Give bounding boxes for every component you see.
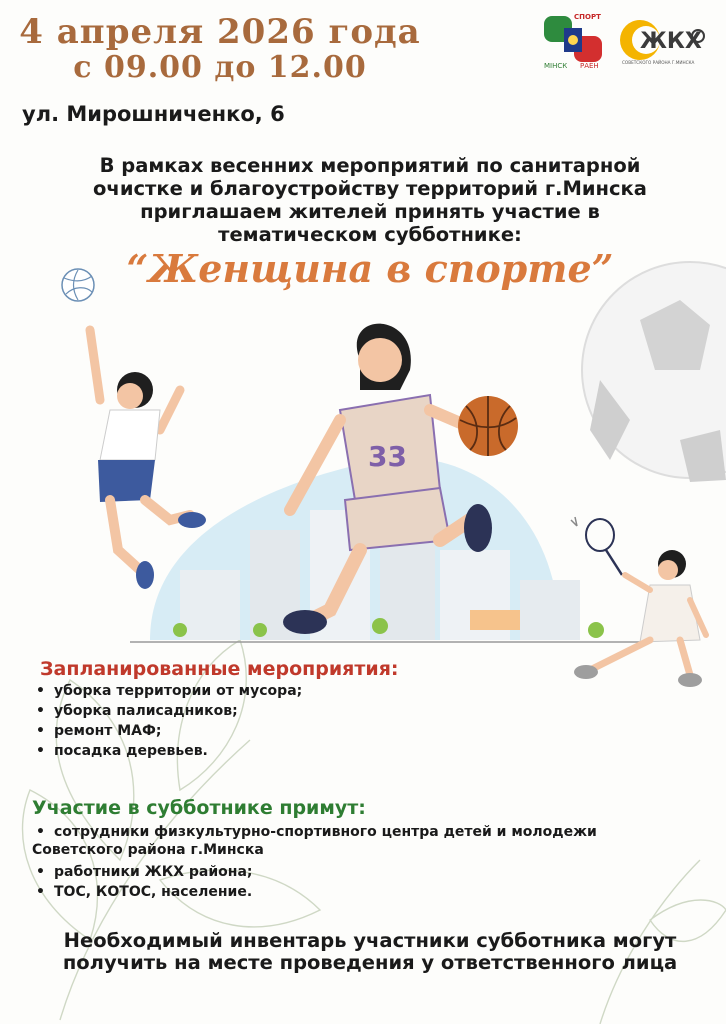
intro-line-3: приглашаем жителей принять участие в xyxy=(140,200,600,223)
inventory-note xyxy=(40,930,700,974)
event-address: ул. Мирошниченко, 6 xyxy=(22,102,285,126)
list-item: • уборка территории от мусора; xyxy=(36,683,303,699)
bullet-icon: • xyxy=(36,743,45,759)
event-time: с 09.00 до 12.00 xyxy=(73,50,367,85)
event-theme-title: “Женщина в спорте” xyxy=(126,246,614,291)
list-item: • ТОС, КОТОС, население. xyxy=(36,884,253,900)
participants-list xyxy=(36,822,597,842)
logo-text-rayon: РАЁН xyxy=(580,62,599,70)
sovetsky-rayon-logo xyxy=(542,10,604,70)
participants-list-continued xyxy=(36,862,253,902)
logo-text-minsk: МІНСК xyxy=(544,62,568,70)
participants-item-continuation: Советского района г.Минска xyxy=(32,842,264,858)
basketball-icon xyxy=(458,396,518,456)
intro-line-4: тематическом субботнике: xyxy=(218,223,522,246)
bullet-icon: • xyxy=(36,723,45,739)
participants-title: Участие в субботнике примут: xyxy=(32,797,366,819)
zhkh-logo xyxy=(618,16,710,66)
intro-line-1: В рамках весенних мероприятий по санитарной xyxy=(99,154,641,177)
bullet-icon: • xyxy=(36,703,45,719)
intro-line-2: очистке и благоустройству территорий г.Минска xyxy=(93,177,647,200)
logo-text-sport: СПОРТ xyxy=(574,13,601,21)
sports-illustration xyxy=(0,230,726,700)
bullet-icon: • xyxy=(36,824,45,840)
badminton-player xyxy=(571,517,706,687)
volleyball-icon xyxy=(62,269,94,301)
logo-subtitle: СОВЕТСКОГО РАЙОНА Г.МИНСКА xyxy=(622,60,695,65)
inventory-note-line-2: получить на месте проведения у ответственного лица xyxy=(62,951,678,974)
list-item: • сотрудники физкультурно-спортивного центра детей и молодежи xyxy=(36,824,597,840)
list-item: • ремонт МАФ; xyxy=(36,723,162,739)
planned-activities-list xyxy=(36,681,302,761)
logo-text-zhkh: ЖКХ xyxy=(640,29,702,54)
list-item: • работники ЖКХ района; xyxy=(36,864,253,880)
list-item: • посадка деревьев. xyxy=(36,743,208,759)
bullet-icon: • xyxy=(36,864,45,880)
jersey-number: 33 xyxy=(368,440,407,473)
list-item: • уборка палисадников; xyxy=(36,703,238,719)
planned-activities-title: Запланированные мероприятия: xyxy=(40,658,399,680)
bullet-icon: • xyxy=(36,683,45,699)
soccer-ball-icon xyxy=(582,262,726,482)
inventory-note-line-1: Необходимый инвентарь участники субботника могут xyxy=(63,929,677,952)
bullet-icon: • xyxy=(36,884,45,900)
event-date: 4 апреля 2026 года xyxy=(19,12,421,52)
